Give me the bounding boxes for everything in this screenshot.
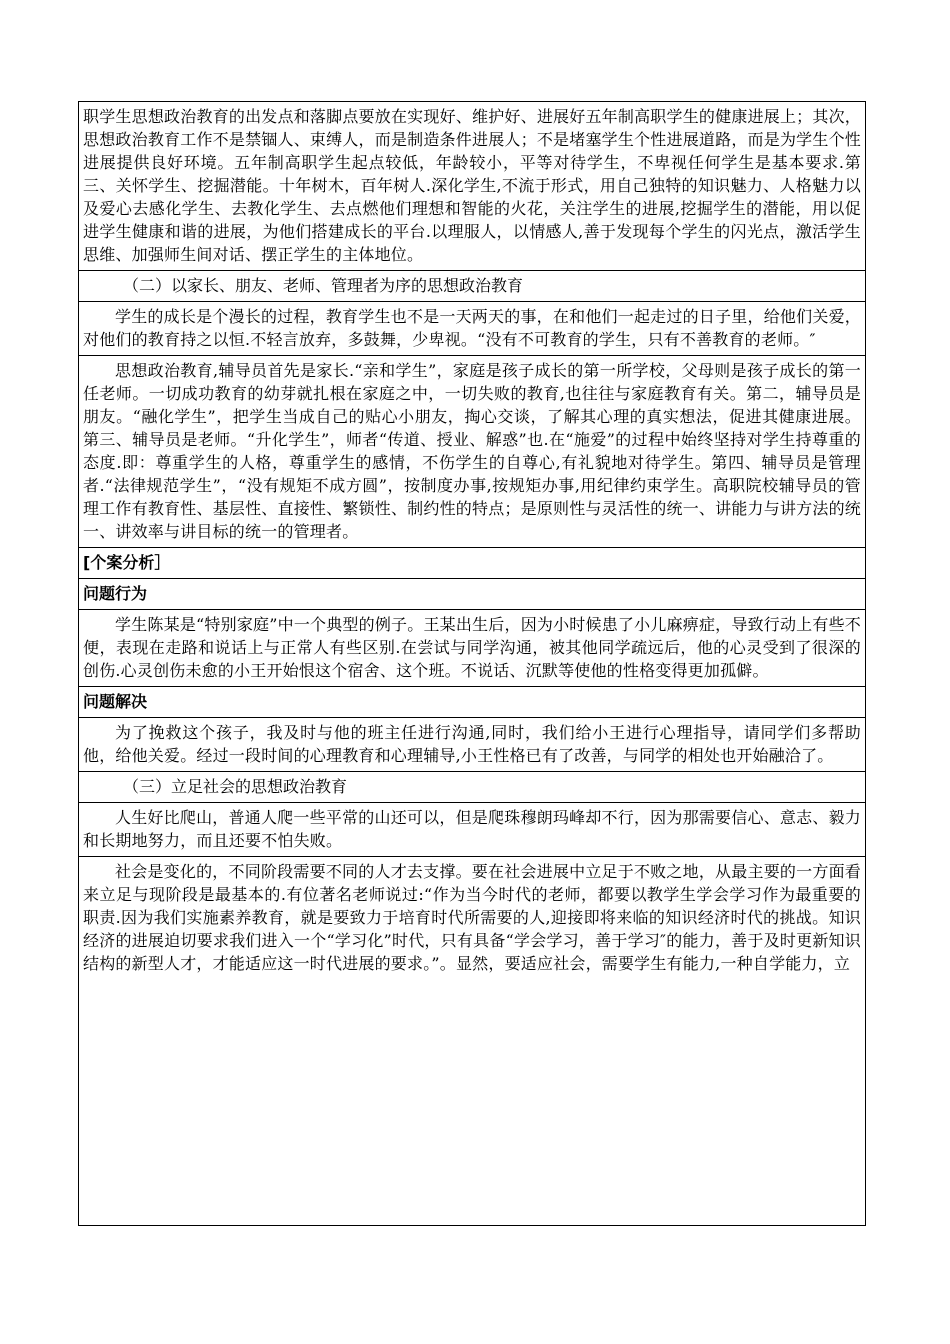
text-cell-9 [79,718,865,772]
text-cell-7 [79,610,865,687]
text-cell-11 [79,803,865,857]
document-table [78,101,866,1226]
paragraph-case-description: 学生陈某是“特别家庭”中一个典型的例子。王某出生后，因为小时候患了小儿麻痹症，导致行动上有些不便，表现在走路和说话上与正常人有些区别.在尝试与同学沟通，被其他同学疏远后，他的心灵受到了很深的创伤.心灵创伤未愈的小王开始恨这个宿舍、这个班。不说话、沉默等使他的性格变得更加孤僻。 [83,615,861,680]
problem-solution-heading: 问题解决 [83,692,148,711]
text-cell-6 [79,579,865,610]
text-cell-3 [79,302,865,356]
text-cell-1 [79,102,865,271]
text-cell-10 [79,772,865,803]
text-cell-5 [79,548,865,579]
text-cell-2 [79,271,865,302]
text-cell-8 [79,687,865,718]
paragraph-climbing: 人生好比爬山，普通人爬一些平常的山还可以，但是爬珠穆朗玛峰却不行，因为那需要信心、意志、毅力和长期地努力，而且还要不怕失败。 [83,808,861,850]
paragraph-solution: 为了挽救这个孩子，我及时与他的班主任进行沟通,同时，我们给小王进行心理指导，请同学们多帮助他，给他关爱。经过一段时间的心理教育和心理辅导,小王性格已有了改善，与同学的相处也开始融洽了。 [83,723,861,765]
paragraph-society: 社会是变化的，不同阶段需要不同的人才去支撑。要在社会进展中立足于不败之地，从最主要的一方面看来立足与现阶段是最基本的.有位著名老师说过:“作为当今时代的老师，都要以教学生学会学习作为最重要的职责.因为我们实施素养教育，就是要致力于培育时代所需要的人,迎接即将来临的知识经济时代的挑战。知识经济的进展迫切要求我们进入一个“学习化”时代，只有具备“学会学习，善于学习″的能力，善于及时更新知识结构的新型人才，才能适应这一时代进展的要求。”。显然，要适应社会，需要学生有能力,一种自学能力，立 [83,862,861,973]
section-heading-3: （三）立足社会的思想政治教育 [123,777,348,796]
paragraph-education-goals: 职学生思想政治教育的出发点和落脚点要放在实现好、维护好、进展好五年制高职学生的健康进展上；其次，思想政治教育工作不是禁锢人、束缚人，而是制造条件进展人；不是堵塞学生个性进展道路，而是为学生个性进展提供良好环境。五年制高职学生起点较低，年龄较小，平等对待学生，不卑视任何学生是基本要求.第三、关怀学生、挖掘潜能。十年树木，百年树人.深化学生,不流于形式，用自己独特的知识魅力、人格魅力以及爱心去感化学生、去教化学生、去点燃他们理想和智能的火花，关注学生的进展,挖掘学生的潜能，用以促进学生健康和谐的进展，为他们搭建成长的平台.以理服人，以情感人,善于发现每个学生的闪光点，激活学生思维、加强师生间对话、摆正学生的主体地位。 [83,107,861,264]
section-heading-2: （二）以家长、朋友、老师、管理者为序的思想政治教育 [123,276,524,295]
text-cell-4 [79,356,865,548]
paragraph-counselor-roles: 思想政治教育,辅导员首先是家长.“亲和学生”，家庭是孩子成长的第一所学校，父母则是孩子成长的第一任老师。一切成功教育的幼芽就扎根在家庭之中，一切失败的教育,也往往与家庭教育有关。第二，辅导员是朋友。“融化学生”，把学生当成自己的贴心小朋友，掏心交谈，了解其心理的真实想法，促进其健康进展。第三、辅导员是老师。“升化学生”，师者“传道、授业、解惑”也.在“施爱”的过程中始终坚持对学生持尊重的态度.即：尊重学生的人格，尊重学生的感情，不伤学生的自尊心,有礼貌地对待学生。第四、辅导员是管理者.“法律规范学生”，“没有规矩不成方圆”，按制度办事,按规矩办事,用纪律约束学生。高职院校辅导员的管理工作有教育性、基层性、直接性、繁锁性、制约性的特点；是原则性与灵活性的统一、讲能力与讲方法的统一、讲效率与讲目标的统一的管理者。 [83,361,861,541]
text-cell-12 [79,857,865,979]
case-analysis-heading: [个案分析］ [83,553,171,572]
problem-behavior-heading: 问题行为 [83,584,148,603]
paragraph-growth: 学生的成长是个漫长的过程，教育学生也不是一天两天的事，在和他们一起走过的日子里，给他们关爱，对他们的教育持之以恒.不轻言放弃，多鼓舞，少卑视。“没有不可教育的学生，只有不善教育的老师。″ [83,307,861,349]
